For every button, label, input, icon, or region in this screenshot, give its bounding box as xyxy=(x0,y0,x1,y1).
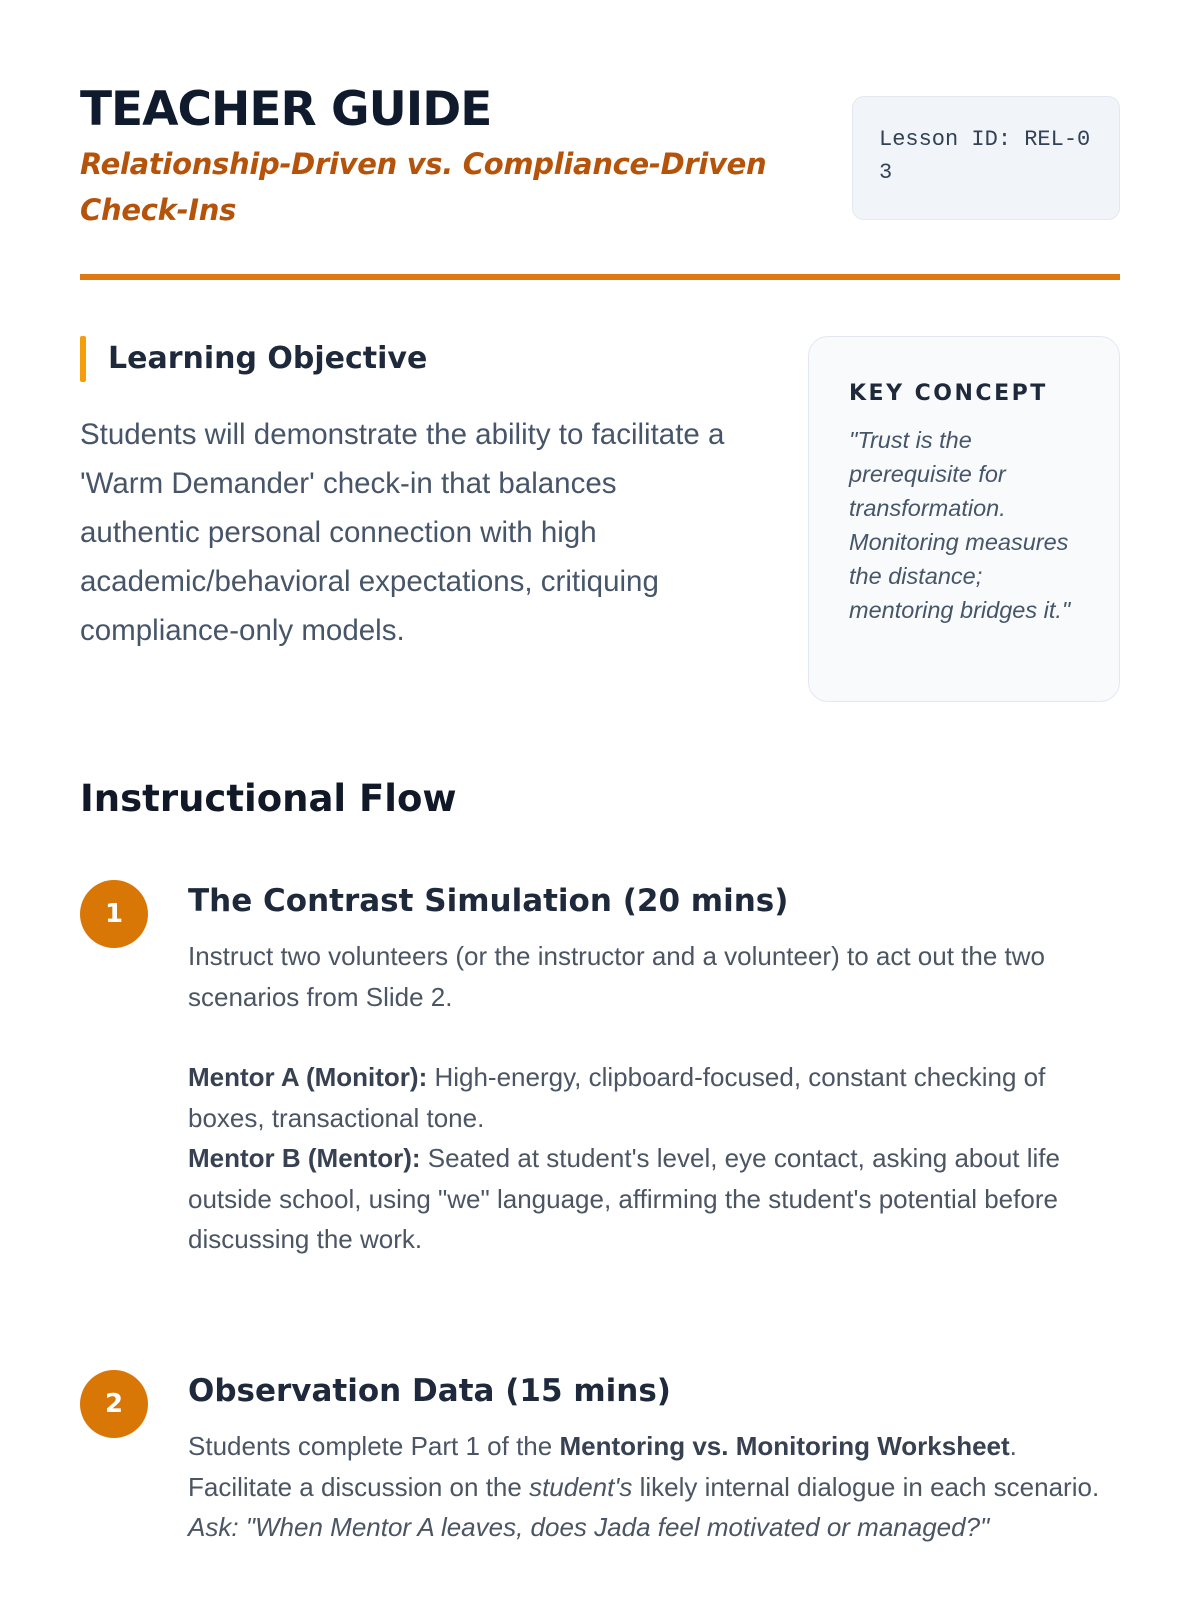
step-title: Observation Data (15 mins) xyxy=(188,1373,671,1409)
page-header xyxy=(80,78,1120,278)
header-divider xyxy=(80,274,1120,280)
lesson-id-badge: Lesson ID: REL-03 xyxy=(852,96,1120,220)
learning-objective-heading xyxy=(80,336,730,382)
step-title: The Contrast Simulation (20 mins) xyxy=(188,883,789,919)
accent-bar xyxy=(80,336,86,382)
key-concept-quote: "Trust is the prerequisite for transformation. Monitoring measures the distance; mentoring bridges it." xyxy=(849,427,1071,623)
step-intro-text: Instruct two volunteers (or the instructor and a volunteer) to act out the two scenarios from Slide 2. xyxy=(188,941,1045,1012)
learning-objective-title: Learning Objective xyxy=(108,341,428,376)
mentor-a-label: Mentor A (Monitor): xyxy=(188,1062,428,1092)
step-body xyxy=(188,1368,1120,1548)
flow-step-2 xyxy=(80,1368,1120,1548)
mentor-b-text: Seated at student's level, eye contact, asking about life outside school, using "we" language, affirming the student's potential before discussing the work. xyxy=(188,1143,1060,1254)
step-number-badge: 2 xyxy=(80,1370,148,1438)
step-number-badge: 1 xyxy=(80,880,148,948)
step-description xyxy=(188,1426,1120,1548)
instructional-flow-heading: Instructional Flow xyxy=(80,777,457,820)
worksheet-name: Mentoring vs. Monitoring Worksheet xyxy=(559,1431,1010,1461)
step-description xyxy=(188,936,1120,1260)
page-title: TEACHER GUIDE xyxy=(80,82,492,137)
key-concept-label: KEY CONCEPT xyxy=(849,381,1048,406)
flow-step-1 xyxy=(80,878,1120,1260)
learning-objective-section xyxy=(80,336,730,655)
mentor-b-label: Mentor B (Mentor): xyxy=(188,1143,421,1173)
step-body xyxy=(188,878,1120,1260)
page-subtitle: Relationship-Driven vs. Compliance-Driven Check-Ins xyxy=(80,147,767,227)
step-text-part: likely internal dialogue in each scenario. xyxy=(632,1471,1100,1502)
learning-objective-text: Students will demonstrate the ability to facilitate a 'Warm Demander' check-in that balances authentic personal connection with high academic/behavioral expectations, critiquing compliance-only models. xyxy=(80,418,725,647)
key-concept-card xyxy=(808,336,1120,702)
paragraph-gap xyxy=(188,1017,1120,1057)
step-text-part: Students complete Part 1 of the xyxy=(188,1431,560,1461)
discussion-question: Ask: "When Mentor A leaves, does Jada feel motivated or managed?" xyxy=(188,1512,990,1542)
emphasized-word: student's xyxy=(529,1471,633,1502)
mentor-a-text: High-energy, clipboard-focused, constant checking of boxes, transactional tone. xyxy=(188,1062,1046,1133)
step-text-part: . Facilitate a discussion on the xyxy=(188,1431,1017,1502)
